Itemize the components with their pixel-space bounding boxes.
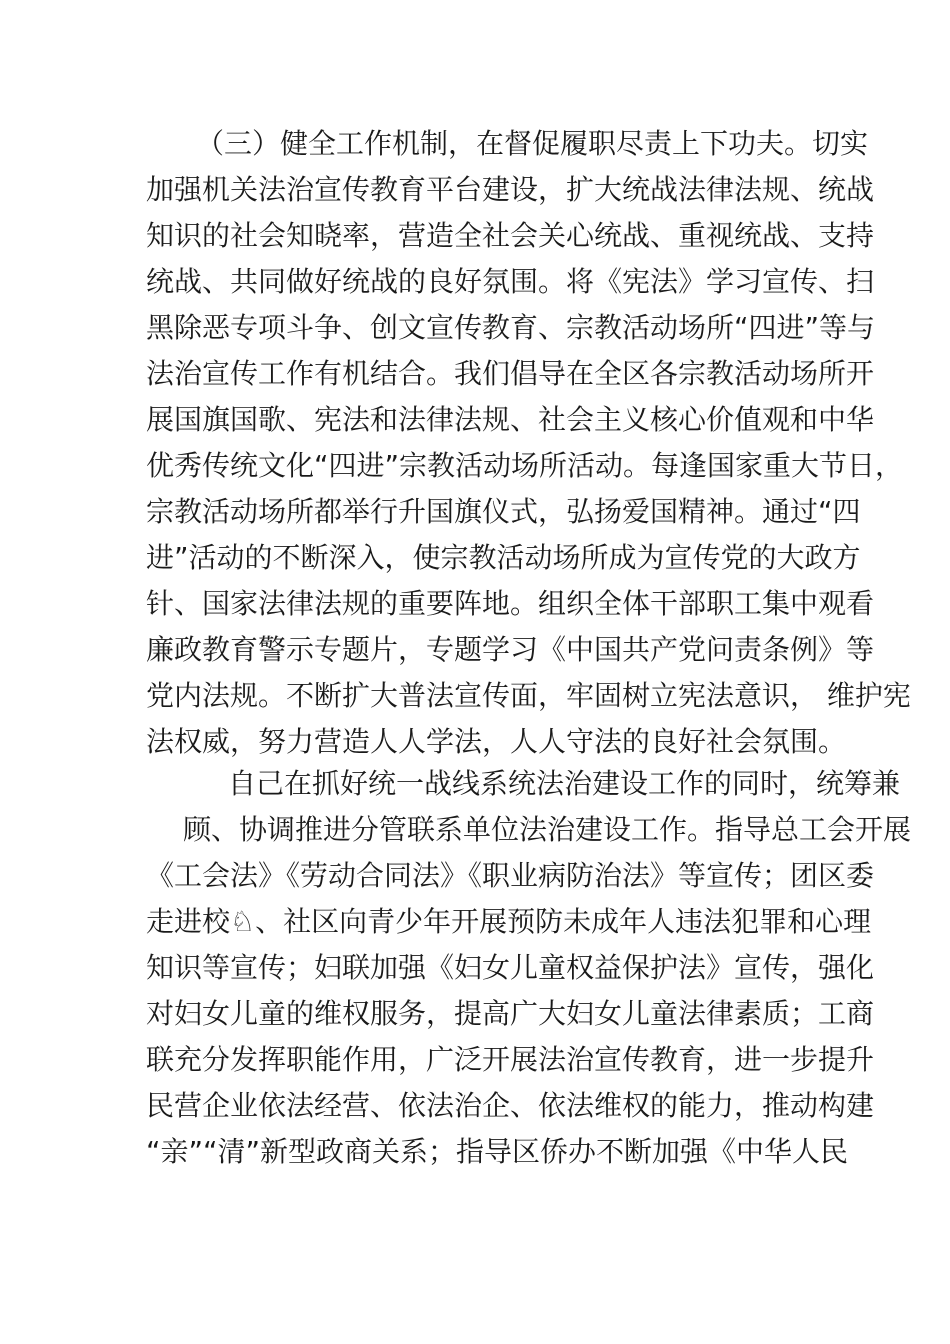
paragraph1-line-5: 黑除恶专项斗争、创文宣传教育、宗教活动场所“四进”等与 [146,311,876,344]
paragraph1-line-3: 知识的社会知晓率，营造全社会关心统战、重视统战、支持 [146,219,875,252]
paragraph1-line-4: 统战、共同做好统战的良好氛围。将《宪法》学习宣传、扫 [146,265,875,298]
paragraph1-line-9: 宗教活动场所都举行升国旗仪式，弘扬爱国精神。通过“四 [146,495,861,528]
paragraph1-line-14: 法权威，努力营造人人学法，人人守法的良好社会氛围。 [146,725,847,758]
paragraph1-line-13: 党内法规。不断扩大普法宣传面，牢固树立宪法意识， 维护宪 [146,679,911,712]
paragraph1-line-1: （三）健全工作机制，在督促履职尽责上下功夫。切实 [196,127,869,160]
paragraph2-line-2: 顾、协调推进分管联系单位法治建设工作。指导总工会开展 [183,813,912,846]
paragraph2-line-8: 民营企业依法经营、依法治企、依法维权的能力，推动构建 [146,1089,875,1122]
paragraph1-line-12: 廉政教育警示专题片，专题学习《中国共产党问责条例》等 [146,633,875,666]
paragraph2-line-4: 走进校♘、社区向青少年开展预防未成年人违法犯罪和心理 [146,905,872,938]
paragraph1-line-11: 针、国家法律法规的重要阵地。组织全体干部职工集中观看 [146,587,875,620]
paragraph2-line-3: 《工会法》《劳动合同法》《职业病防治法》等宣传；团区委 [146,859,875,892]
paragraph1-line-6: 法治宣传工作有机结合。我们倡导在全区各宗教活动场所开 [146,357,875,390]
paragraph2-line-7: 联充分发挥职能作用，广泛开展法治宣传教育，进一步提升 [146,1043,875,1076]
paragraph2-line-1: 自己在抓好统一战线系统法治建设工作的同时，统筹兼 [228,767,901,800]
paragraph2-line-5: 知识等宣传；妇联加强《妇女儿童权益保护法》宣传，强化 [146,951,875,984]
paragraph1-line-8: 优秀传统文化“四进”宗教活动场所活动。每逢国家重大节日， [146,449,904,482]
paragraph1-line-10: 进”活动的不断深入，使宗教活动场所成为宣传党的大政方 [146,541,861,574]
paragraph2-line-6: 对妇女儿童的维权服务，提高广大妇女儿童法律素质；工商 [146,997,875,1030]
paragraph2-line-9: “亲”“清”新型政商关系；指导区侨办不断加强《中华人民 [146,1135,849,1168]
paragraph1-line-7: 展国旗国歌、宪法和法律法规、社会主义核心价值观和中华 [146,403,875,436]
paragraph1-line-2: 加强机关法治宣传教育平台建设，扩大统战法律法规、统战 [146,173,875,206]
